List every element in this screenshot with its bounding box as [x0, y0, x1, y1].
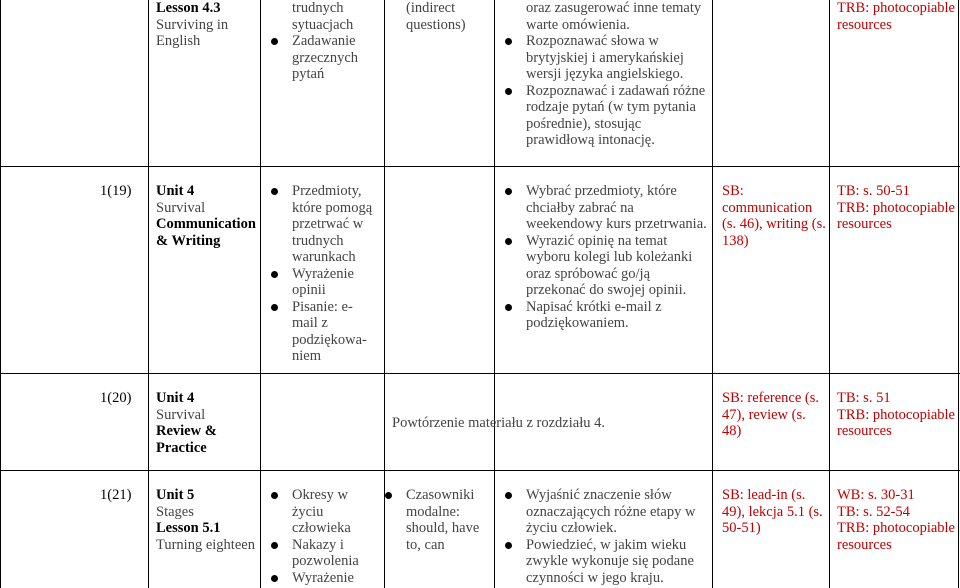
unit-line: Stages — [156, 503, 194, 520]
sb-cell: SB: communication (s. 46), writing (s. 138) — [722, 183, 826, 249]
trb-reference: TRB: photocopiable resources — [837, 520, 955, 553]
tb-reference: TB: s. 50-51 — [837, 183, 910, 199]
lesson-number: 1(19) — [100, 183, 132, 199]
topic-continuation: sytuacjach — [292, 16, 354, 33]
wb-reference: WB: s. 30-31 — [837, 487, 915, 503]
row-divider — [0, 373, 960, 374]
unit-cell — [156, 183, 256, 249]
topics-cell — [268, 487, 376, 586]
topics-cell — [268, 0, 378, 83]
unit-title: Unit 4 — [156, 390, 195, 406]
unit-cell — [156, 390, 256, 456]
topic-item: Zadawanie grzecznych pytań — [268, 33, 378, 83]
topic-item: Okresy w życiu człowieka — [268, 487, 376, 537]
topic-item: Przedmioty, które pomogą przetrwać w trudnych warunkach — [268, 183, 374, 266]
unit-cell — [156, 0, 256, 50]
tb-reference: TB: s. 51 — [837, 390, 891, 406]
objective-item: Rozpoznawać słowa w brytyjskiej i amerykańskiej wersji języka angielskiego. — [502, 33, 710, 83]
resources-cell — [837, 183, 955, 233]
unit-line: Turning eighteen — [156, 536, 255, 553]
row-divider — [0, 166, 960, 167]
column-divider — [148, 0, 149, 588]
topic-item: Wyrażenie — [268, 570, 376, 587]
unit-title: Unit 5 — [156, 487, 195, 503]
resources-text: TRB: photocopiable resources — [837, 0, 955, 33]
unit-line: English — [156, 33, 201, 49]
trb-reference: TRB: photocopiable resources — [837, 199, 955, 232]
unit-line: Lesson 5.1 — [156, 520, 221, 536]
objective-item: Wybrać przedmioty, które chciałby zabrać na weekendowy kurs przetrwania. — [502, 183, 710, 233]
column-divider — [494, 0, 495, 588]
resources-cell — [837, 0, 955, 33]
tb-reference: TB: s. 52-54 — [837, 503, 910, 520]
column-divider — [260, 0, 261, 588]
unit-line: Survival — [156, 406, 206, 423]
trb-reference: TRB: photocopiable resources — [837, 406, 955, 439]
column-divider — [712, 0, 713, 588]
resources-cell — [837, 390, 955, 440]
unit-line: Surviving in — [156, 16, 229, 33]
table-border-right — [958, 0, 959, 588]
objective-continuation: oraz zasugerować inne tematy — [526, 0, 702, 16]
grammar-line: (indirect — [406, 0, 456, 16]
objective-item: Wyrazić opinię na temat wyboru kolegi lub koleżanki oraz spróbować go/ją przekonać do swojej opinii. — [502, 233, 710, 299]
objective-item: Rozpoznawać i zadawań różne rodzaje pytań (w tym pytania pośrednie), stosując prawidłową intonację. — [502, 83, 710, 149]
column-divider — [829, 0, 830, 588]
row-divider — [0, 470, 960, 471]
grammar-item: Czasowniki modalne: should, have to, can — [382, 487, 490, 553]
unit-title: Unit 4 — [156, 183, 195, 199]
objective-item: Wyjaśnić znaczenie słów oznaczających różne etapy w życiu człowiek. — [502, 487, 710, 537]
unit-line: Communication — [156, 216, 256, 232]
objective-continuation: warte omówienia. — [526, 16, 630, 33]
lesson-number: 1(21) — [100, 487, 132, 503]
unit-line: Practice — [156, 439, 207, 456]
objectives-cell — [502, 487, 710, 586]
resources-cell — [837, 487, 955, 553]
table-border-left — [0, 0, 1, 588]
objectives-cell — [502, 183, 710, 332]
lesson-number: 1(20) — [100, 390, 132, 406]
unit-line: Review & — [156, 423, 217, 439]
topics-cell — [268, 183, 374, 365]
topic-item: Nakazy i pozwolenia — [268, 537, 376, 570]
objectives-cell — [502, 0, 710, 149]
grammar-cell — [382, 487, 490, 553]
objective-item: Napisać krótki e-mail z podziękowaniem. — [502, 299, 710, 332]
topic-continuation: trudnych — [292, 0, 344, 16]
unit-line: & Writing — [156, 232, 221, 249]
objective-item: Powiedzieć, w jakim wieku zwykle wykonuje się podane czynności w jego kraju. — [502, 537, 710, 587]
review-text: Powtórzenie materiału z rozdziału 4. — [392, 415, 605, 431]
sb-cell: SB: lead-in (s. 49), lekcja 5.1 (s. 50-51) — [722, 487, 823, 536]
unit-cell — [156, 487, 256, 553]
grammar-line: questions) — [406, 16, 466, 33]
sb-cell: SB: reference (s. 47), review (s. 48) — [722, 390, 820, 439]
topic-item: Wyrażenie opinii — [268, 266, 374, 299]
unit-title: Lesson 4.3 — [156, 0, 221, 16]
unit-line: Survival — [156, 199, 206, 216]
topic-item: Pisanie: e-mail z podziękowa-niem — [268, 299, 374, 365]
grammar-cell — [392, 0, 490, 33]
